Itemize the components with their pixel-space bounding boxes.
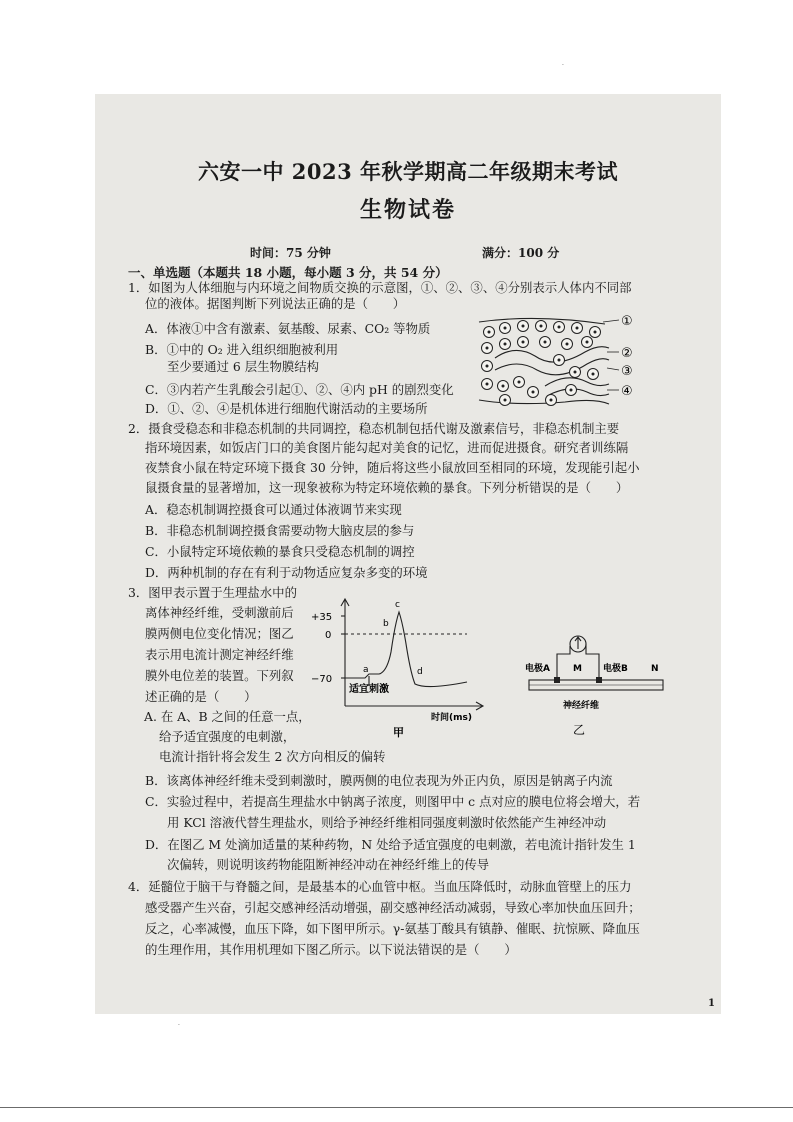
q3-option-a-cont: 给予适宜强度的电刺激，: [159, 729, 296, 744]
figure-caption-jia: 甲: [393, 726, 404, 739]
q2-option-c: C．小鼠特定环境依赖的暴食只受稳态机制的调控: [145, 544, 415, 559]
q3-figure-jia: [307, 594, 507, 744]
q3-option-d-cont: 次偏转，则说明该药物能阻断神经冲动在神经纤维上的传导: [167, 857, 490, 872]
point-a: a: [363, 665, 369, 675]
q1-option-d: D．①、②、④是机体进行细胞代谢活动的主要场所: [145, 401, 428, 416]
q3-stem-line: 表示用电流计测定神经纤维: [145, 647, 294, 662]
scan-speck: ·: [178, 1022, 180, 1029]
electrode-a-marker: [554, 677, 560, 683]
q1-option-c: C．③内若产生乳酸会引起①、②、④内 pH 的剧烈变化: [145, 382, 454, 397]
q4-stem-line: 反之，心率减慢，血压下降，如下图甲所示。γ-氨基丁酸具有镇静、催眠、抗惊厥、降血压: [145, 921, 640, 936]
fiber-label: 神经纤维: [563, 701, 600, 711]
q3-option-d: D．在图乙 M 处滴加适量的某种药物，N 处给予适宜强度的电刺激，若电流计指针发生 1: [145, 837, 636, 852]
x-axis-label: 时间(ms): [431, 713, 472, 723]
q2-stem-line: 鼠摄食量的显著增加，这一现象被称为特定环境依赖的暴食。下列分析错误的是（ ）: [145, 480, 629, 495]
q3-option-a: A. 在 A、B 之间的任意一点，: [144, 709, 311, 724]
q1-stem-line: 1．如图为人体细胞与内环境之间物质交换的示意图，①、②、③、④分别表示人体内不同部: [128, 280, 632, 295]
m-label: M: [573, 664, 582, 674]
q3-figure-yi: [523, 632, 673, 752]
scan-speck: ·: [562, 62, 564, 69]
exam-score: 满分：100 分: [482, 246, 560, 260]
exam-paper: [95, 94, 721, 1014]
q2-option-a: A．稳态机制调控摄食可以通过体液调节来实现: [145, 502, 402, 517]
q3-option-b: B．该离体神经纤维未受到刺激时，膜两侧的电位表现为外正内负，原因是钠离子内流: [145, 773, 613, 788]
q3-stem-line: 膜外电位差的装置。下列叙: [145, 668, 294, 683]
exam-subtitle: 生物试卷: [359, 197, 456, 223]
n-label: N: [651, 664, 659, 674]
fig-label-4: ④: [621, 384, 633, 399]
q2-option-d: D．两种机制的存在有利于动物适应复杂多变的环境: [145, 565, 428, 580]
section-heading: 一、单选题（本题共 18 小题，每小题 3 分，共 54 分）: [128, 265, 448, 280]
stimulus-label: 适宜刺激: [349, 684, 389, 695]
y-tick-minus70: −70: [311, 674, 333, 685]
point-b: b: [383, 619, 389, 629]
q3-stem-line: 述正确的是（ ）: [145, 689, 257, 704]
page-number: 1: [708, 998, 715, 1009]
point-c: c: [395, 600, 400, 610]
q3-stem-line: 膜两侧电位变化情况；图乙: [145, 626, 294, 641]
electrode-a-label: 电极A: [525, 664, 550, 674]
y-tick-0: 0: [325, 630, 332, 641]
q2-stem-line: 夜禁食小鼠在特定环境下摄食 30 分钟，随后将这些小鼠放回至相同的环境，发现能引起小: [145, 460, 640, 475]
figure-caption-yi: 乙: [573, 723, 586, 737]
electrode-b-label: 电极B: [603, 664, 628, 674]
q2-option-b: B．非稳态机制调控摄食需要动物大脑皮层的参与: [145, 523, 415, 538]
q3-option-a-cont: 电流计指针将会发生 2 次方向相反的偏转: [159, 749, 386, 764]
exam-time: 时间：75 分钟: [250, 246, 331, 260]
fig-label-1: ①: [621, 314, 633, 329]
q3-stem-line: 离体神经纤维，受刺激前后: [145, 605, 294, 620]
q1-option-a: A．体液①中含有激素、氨基酸、尿素、CO₂ 等物质: [145, 321, 431, 336]
q1-stem-line: 位的液体。据图判断下列说法正确的是（ ）: [145, 296, 406, 311]
q3-option-c: C．实验过程中，若提高生理盐水中钠离子浓度，则图甲中 c 点对应的膜电位将会增大，若: [145, 794, 641, 809]
exam-title: 六安一中 2023 年秋学期高二年级期末考试: [197, 159, 619, 184]
y-tick-plus35: +35: [311, 612, 333, 623]
fig-label-3: ③: [621, 364, 633, 379]
electrode-b-marker: [596, 677, 602, 683]
q4-stem-line: 感受器产生兴奋，引起交感神经活动增强，副交感神经活动减弱，导致心率加快血压回升；: [145, 900, 641, 915]
q4-stem-line: 的生理作用，其作用机理如下图乙所示。以下说法错误的是（ ）: [145, 942, 517, 957]
q3-option-c-cont: 用 KCl 溶液代替生理盐水，则给予神经纤维相同强度刺激时依然能产生神经冲动: [167, 815, 607, 830]
fig-label-2: ②: [621, 346, 633, 361]
q3-stem-line: 3．图甲表示置于生理盐水中的: [128, 585, 297, 600]
q1-tissue-figure: [475, 312, 645, 408]
q2-stem-line: 指环境因素，如饭店门口的美食图片能勾起对美食的记忆，进而促进摄食。研究者训练隔: [145, 440, 629, 455]
q1-option-b-cont: 至少要通过 6 层生物膜结构: [167, 359, 320, 374]
page-bottom-rule: [0, 1107, 793, 1108]
point-d: d: [417, 667, 423, 677]
q2-stem-line: 2．摄食受稳态和非稳态机制的共同调控，稳态机制包括代谢及激素信号，非稳态机制主要: [128, 421, 620, 436]
q1-option-b: B．①中的 O₂ 进入组织细胞被利用: [145, 342, 339, 357]
q4-stem-line: 4．延髓位于脑干与脊髓之间，是最基本的心血管中枢。当血压降低时，动脉血管壁上的压力: [128, 879, 632, 894]
